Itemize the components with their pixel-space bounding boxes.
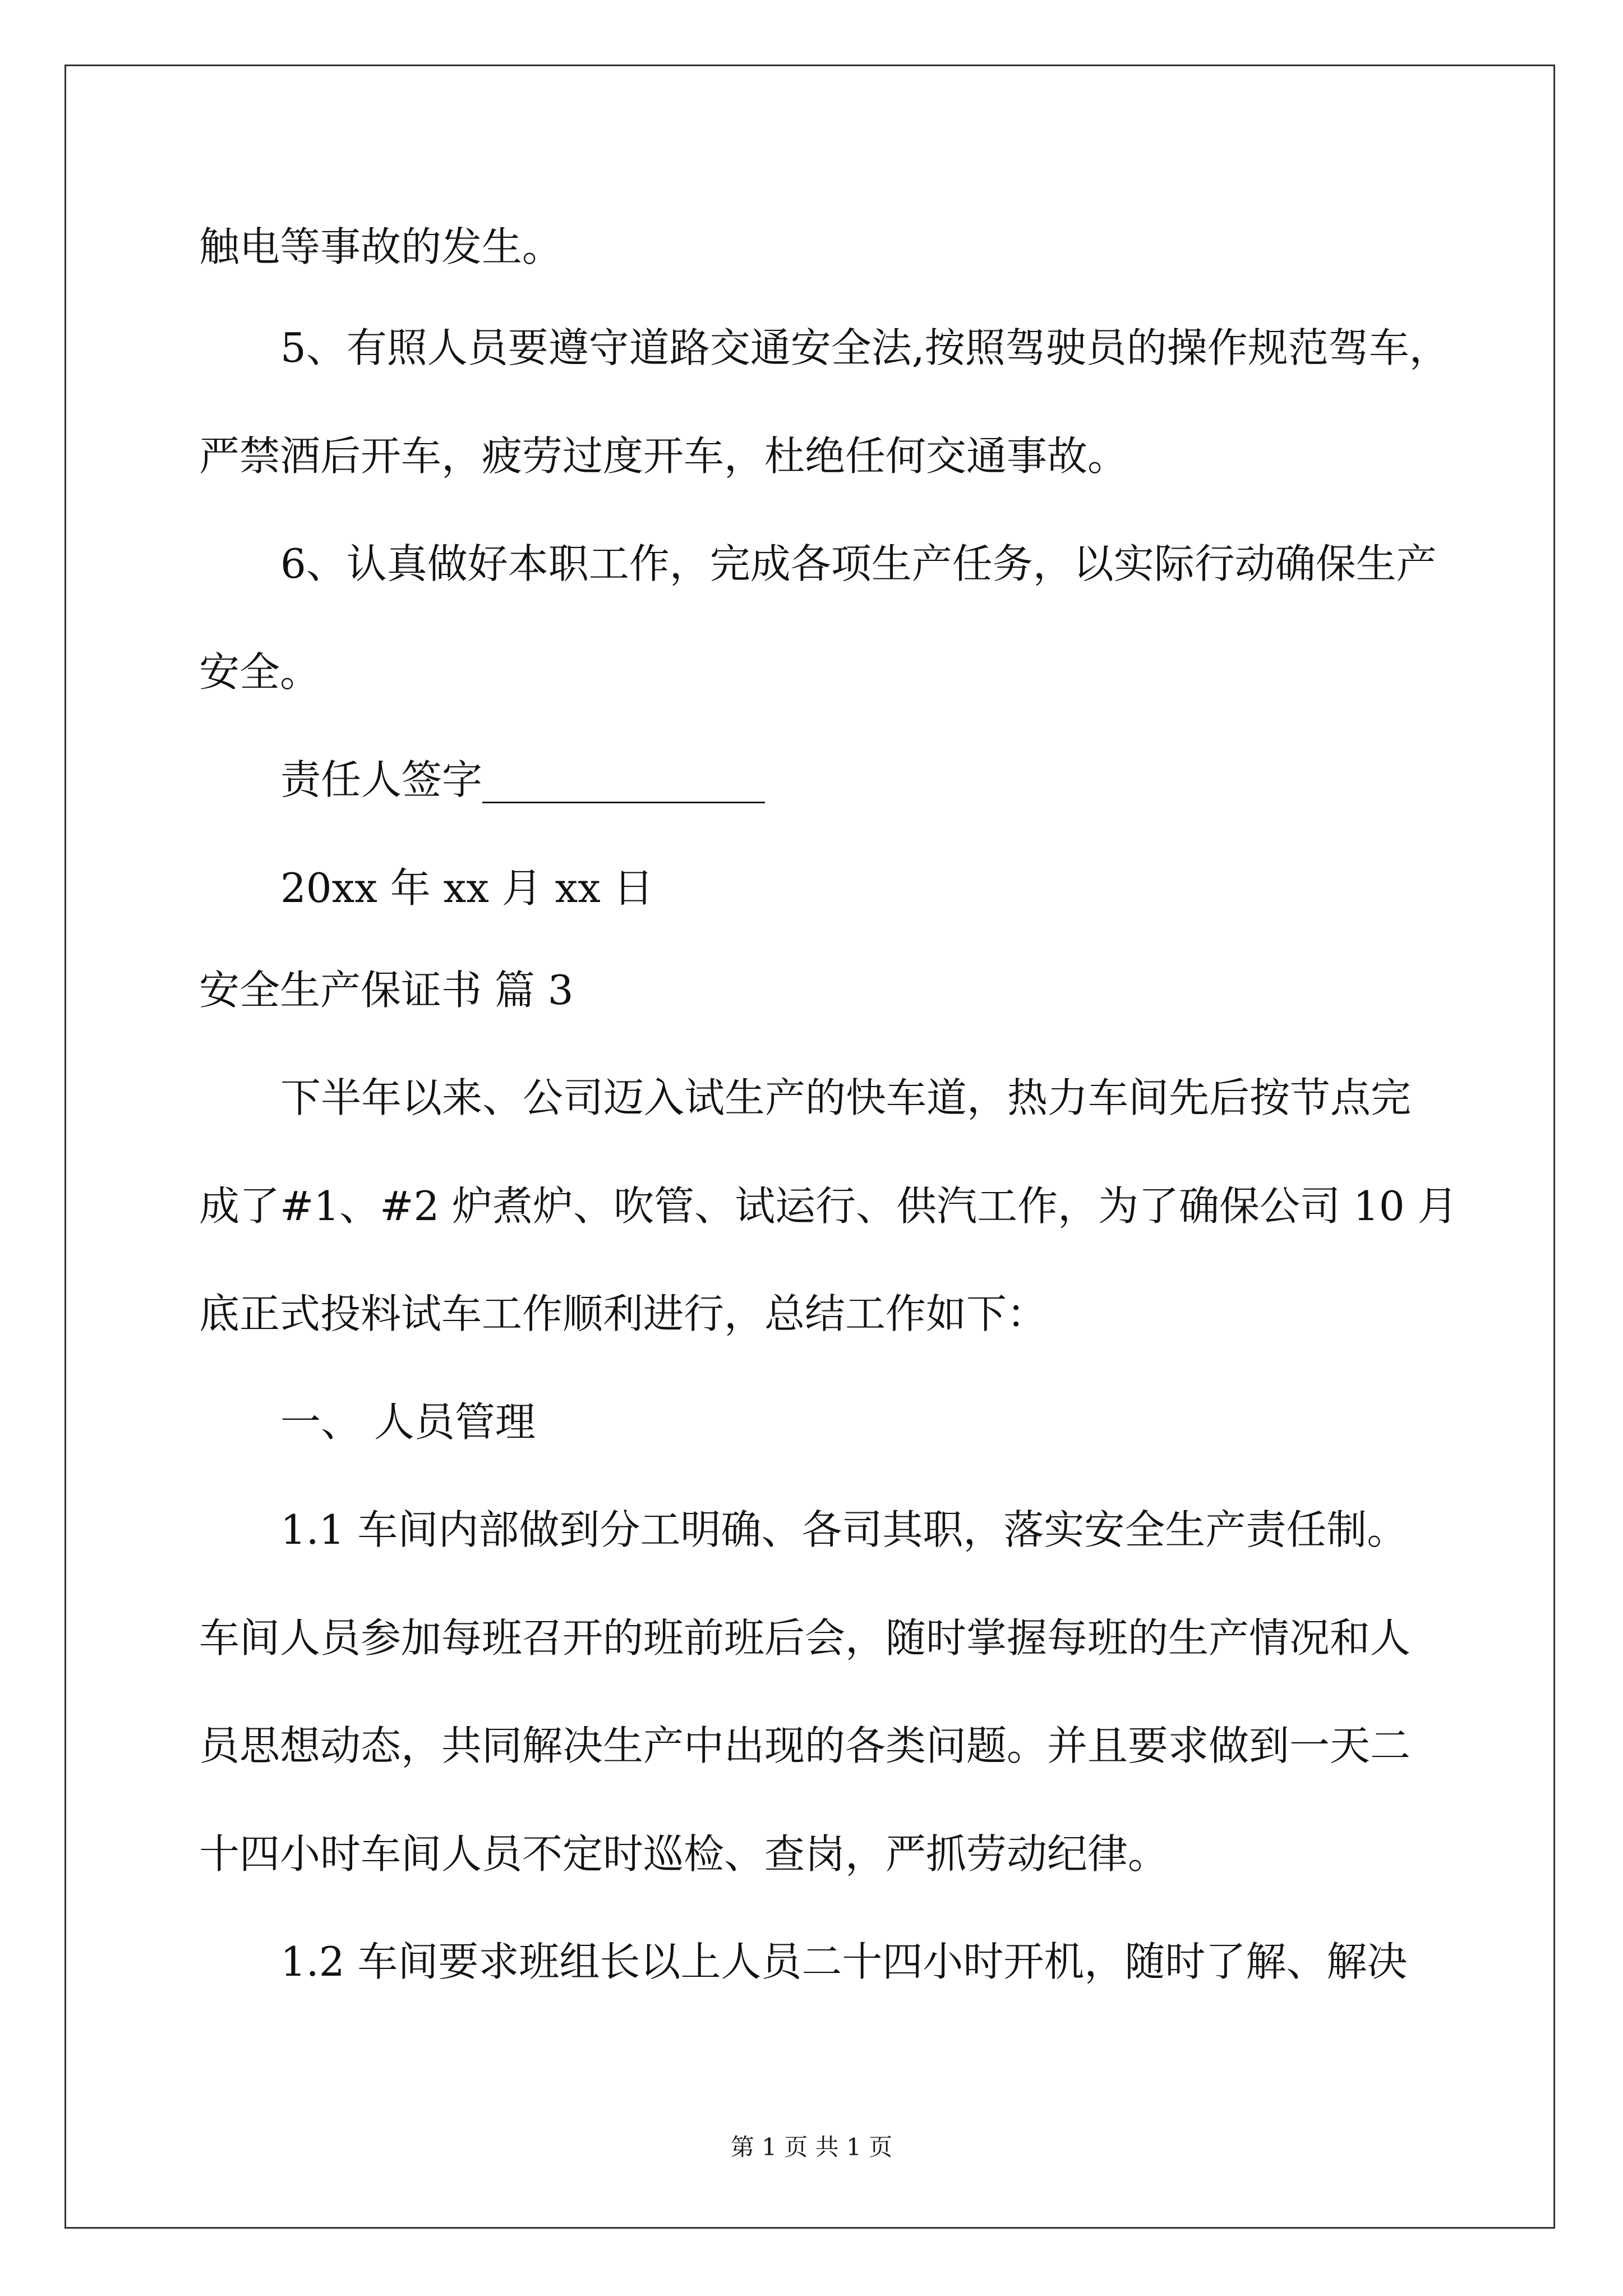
text-line-15: 员思想动态，共同解决生产中出现的各类问题。并且要求做到一天二 xyxy=(199,1722,1411,1769)
page-border xyxy=(64,65,1555,2229)
text-line-10: 成了#1、#2 炉煮炉、吹管、试运行、供汽工作，为了确保公司 10 月 xyxy=(199,1182,1458,1230)
text-line-2: 5、有照人员要遵守道路交通安全法,按照驾驶员的操作规范驾车， xyxy=(280,324,1450,371)
text-line-1: 触电等事故的发生。 xyxy=(199,223,563,270)
page-footer: 第 1 页 共 1 页 xyxy=(730,2133,893,2161)
text-line-16: 十四小时车间人员不定时巡检、查岗，严抓劳动纪律。 xyxy=(199,1830,1169,1878)
text-line-13: 1.1 车间内部做到分工明确、各司其职，落实安全生产责任制。 xyxy=(280,1506,1408,1553)
subheading-personnel: 一、 人员管理 xyxy=(280,1398,536,1446)
text-line-14: 车间人员参加每班召开的班前班后会，随时掌握每班的生产情况和人 xyxy=(199,1614,1411,1662)
text-line-9: 下半年以来、公司迈入试生产的快车道，热力车间先后按节点完 xyxy=(280,1074,1412,1121)
text-line-4: 6、认真做好本职工作，完成各项生产任务，以实际行动确保生产 xyxy=(280,540,1437,587)
text-line-17: 1.2 车间要求班组长以上人员二十四小时开机，随时了解、解决 xyxy=(280,1938,1408,1985)
text-line-3: 严禁酒后开车，疲劳过度开车，杜绝任何交通事故。 xyxy=(199,432,1128,480)
section-heading: 安全生产保证书 篇 3 xyxy=(199,967,574,1014)
signature-line: 责任人签字______________ xyxy=(280,756,766,803)
text-line-5: 安全。 xyxy=(199,648,321,696)
text-line-11: 底正式投料试车工作顺利进行，总结工作如下： xyxy=(199,1290,1048,1337)
date-line: 20xx 年 xx 月 xx 日 xyxy=(280,864,654,912)
